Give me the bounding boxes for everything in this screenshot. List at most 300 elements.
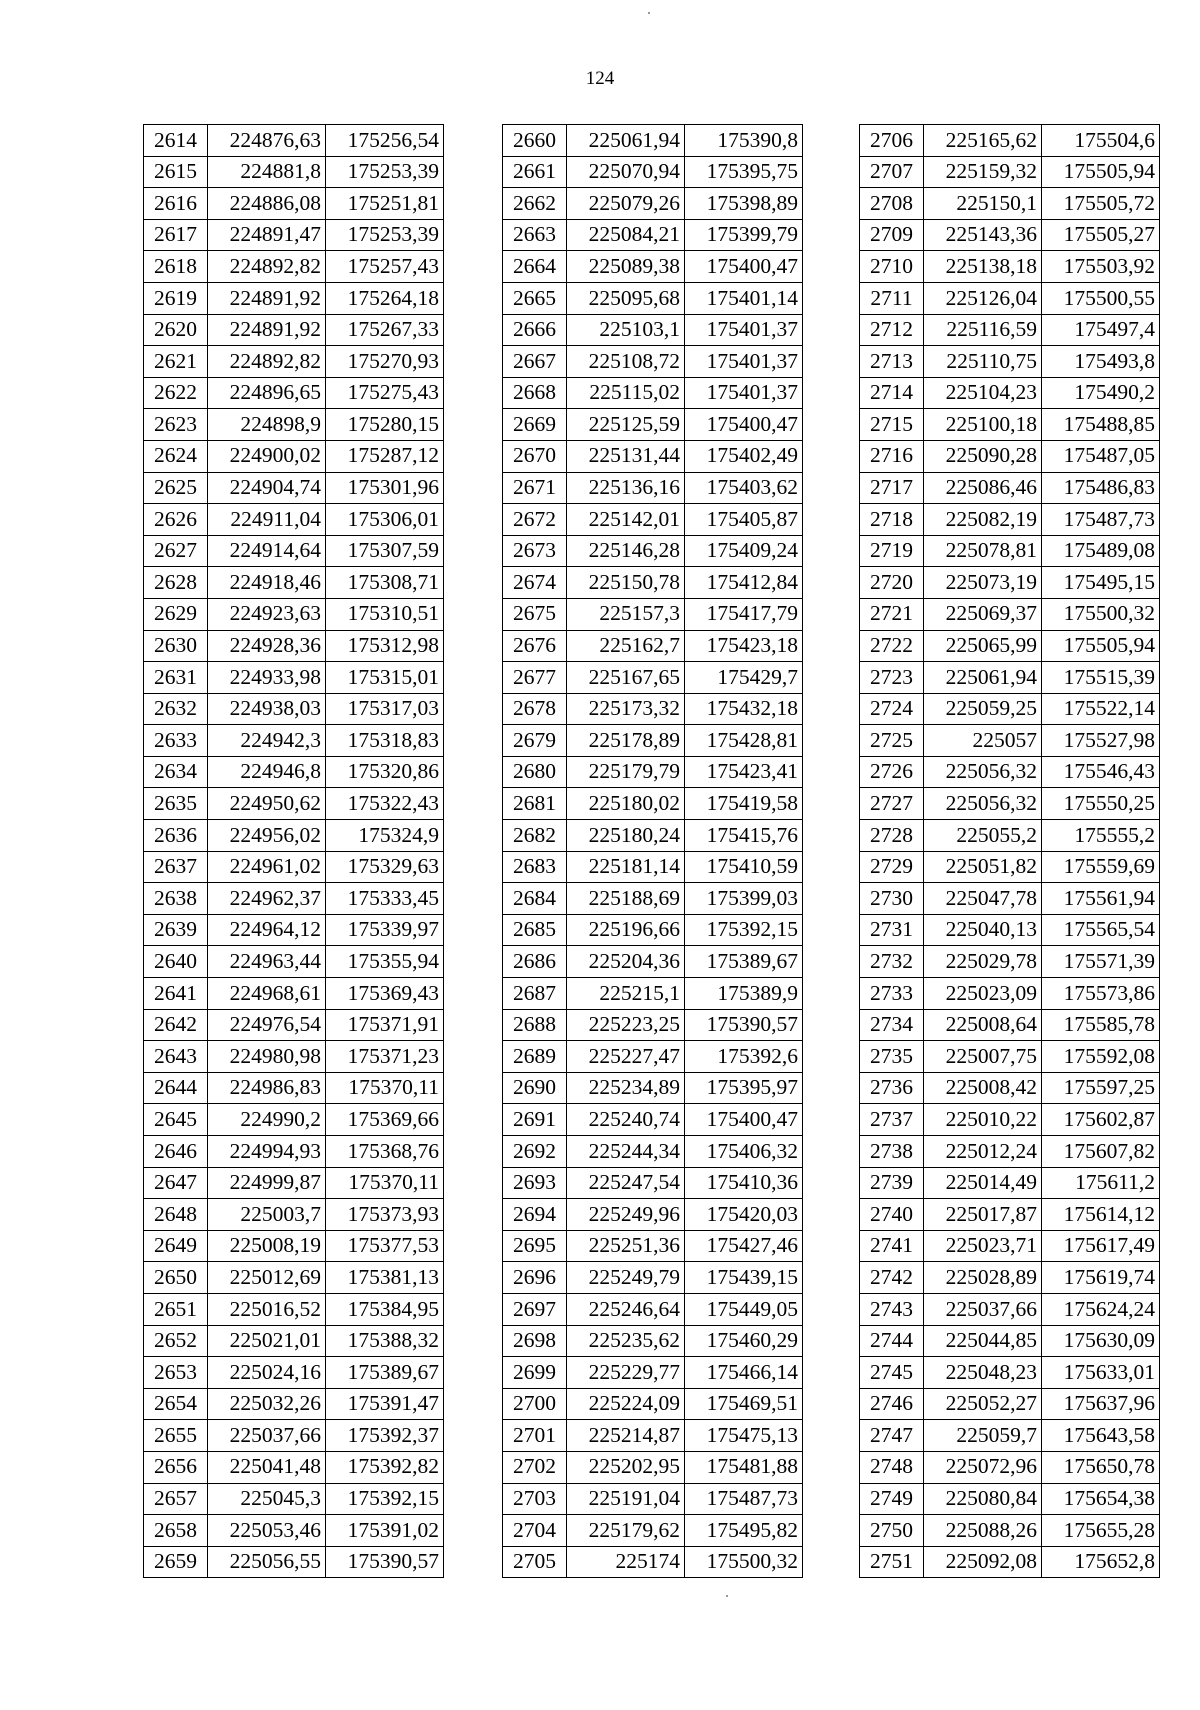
table-row <box>860 440 1160 472</box>
y-coordinate-cell: 175329,63 <box>326 851 444 883</box>
coordinate-table-1 <box>143 124 444 1578</box>
y-coordinate-cell: 175401,14 <box>685 282 803 314</box>
point-number-cell: 2681 <box>503 788 567 820</box>
x-coordinate-cell: 225056,55 <box>208 1546 326 1578</box>
point-number-cell: 2720 <box>860 567 924 599</box>
point-number-cell: 2706 <box>860 125 924 157</box>
y-coordinate-cell: 175490,2 <box>1042 377 1160 409</box>
x-coordinate-cell: 225095,68 <box>567 282 685 314</box>
point-number-cell: 2735 <box>860 1041 924 1073</box>
table-row <box>144 535 444 567</box>
point-number-cell: 2729 <box>860 851 924 883</box>
x-coordinate-cell: 225204,36 <box>567 946 685 978</box>
point-number-cell: 2694 <box>503 1199 567 1231</box>
table-row <box>860 1136 1160 1168</box>
x-coordinate-cell: 224968,61 <box>208 978 326 1010</box>
point-number-cell: 2651 <box>144 1293 208 1325</box>
table-row <box>503 1357 803 1389</box>
y-coordinate-cell: 175497,4 <box>1042 314 1160 346</box>
table-row <box>144 788 444 820</box>
table-row <box>503 851 803 883</box>
y-coordinate-cell: 175637,96 <box>1042 1388 1160 1420</box>
point-number-cell: 2749 <box>860 1483 924 1515</box>
point-number-cell: 2703 <box>503 1483 567 1515</box>
x-coordinate-cell: 224963,44 <box>208 946 326 978</box>
y-coordinate-cell: 175373,93 <box>326 1199 444 1231</box>
x-coordinate-cell: 225061,94 <box>567 125 685 157</box>
x-coordinate-cell: 224876,63 <box>208 125 326 157</box>
table-row <box>860 725 1160 757</box>
point-number-cell: 2664 <box>503 251 567 283</box>
y-coordinate-cell: 175420,03 <box>685 1199 803 1231</box>
x-coordinate-cell: 225150,78 <box>567 567 685 599</box>
point-number-cell: 2655 <box>144 1420 208 1452</box>
y-coordinate-cell: 175410,36 <box>685 1167 803 1199</box>
point-number-cell: 2718 <box>860 504 924 536</box>
point-number-cell: 2660 <box>503 125 567 157</box>
x-coordinate-cell: 225008,19 <box>208 1230 326 1262</box>
y-coordinate-cell: 175251,81 <box>326 188 444 220</box>
y-coordinate-cell: 175389,67 <box>685 946 803 978</box>
point-number-cell: 2739 <box>860 1167 924 1199</box>
table-row <box>144 1009 444 1041</box>
point-number-cell: 2697 <box>503 1293 567 1325</box>
table-row <box>503 598 803 630</box>
x-coordinate-cell: 225048,23 <box>924 1357 1042 1389</box>
y-coordinate-cell: 175597,25 <box>1042 1072 1160 1104</box>
y-coordinate-cell: 175571,39 <box>1042 946 1160 978</box>
point-number-cell: 2734 <box>860 1009 924 1041</box>
point-number-cell: 2691 <box>503 1104 567 1136</box>
table-row <box>860 1483 1160 1515</box>
x-coordinate-cell: 224918,46 <box>208 567 326 599</box>
table-row <box>503 567 803 599</box>
table-row <box>503 820 803 852</box>
x-coordinate-cell: 225010,22 <box>924 1104 1042 1136</box>
x-coordinate-cell: 225037,66 <box>924 1293 1042 1325</box>
table-row <box>503 125 803 157</box>
y-coordinate-cell: 175495,15 <box>1042 567 1160 599</box>
point-number-cell: 2704 <box>503 1515 567 1547</box>
table-row <box>144 314 444 346</box>
x-coordinate-cell: 225136,16 <box>567 472 685 504</box>
table-row <box>860 851 1160 883</box>
x-coordinate-cell: 225223,25 <box>567 1009 685 1041</box>
point-number-cell: 2737 <box>860 1104 924 1136</box>
point-number-cell: 2724 <box>860 693 924 725</box>
table-row <box>503 756 803 788</box>
table-row <box>860 1041 1160 1073</box>
point-number-cell: 2656 <box>144 1451 208 1483</box>
y-coordinate-cell: 175400,47 <box>685 409 803 441</box>
coordinate-table-2 <box>502 124 803 1578</box>
table-row <box>144 156 444 188</box>
x-coordinate-cell: 224914,64 <box>208 535 326 567</box>
table-row <box>144 251 444 283</box>
y-coordinate-cell: 175256,54 <box>326 125 444 157</box>
table-row <box>860 1167 1160 1199</box>
table-row <box>860 219 1160 251</box>
y-coordinate-cell: 175487,73 <box>1042 504 1160 536</box>
y-coordinate-cell: 175643,58 <box>1042 1420 1160 1452</box>
y-coordinate-cell: 175324,9 <box>326 820 444 852</box>
point-number-cell: 2730 <box>860 883 924 915</box>
point-number-cell: 2673 <box>503 535 567 567</box>
table-row <box>503 1167 803 1199</box>
scan-speck <box>648 12 650 14</box>
table-row <box>860 914 1160 946</box>
x-coordinate-cell: 224886,08 <box>208 188 326 220</box>
point-number-cell: 2722 <box>860 630 924 662</box>
table-row <box>860 662 1160 694</box>
y-coordinate-cell: 175487,73 <box>685 1483 803 1515</box>
y-coordinate-cell: 175402,49 <box>685 440 803 472</box>
table-row <box>144 472 444 504</box>
y-coordinate-cell: 175630,09 <box>1042 1325 1160 1357</box>
y-coordinate-cell: 175505,27 <box>1042 219 1160 251</box>
table-row <box>860 1104 1160 1136</box>
table-row <box>503 535 803 567</box>
point-number-cell: 2742 <box>860 1262 924 1294</box>
table-row <box>503 188 803 220</box>
y-coordinate-cell: 175391,02 <box>326 1515 444 1547</box>
y-coordinate-cell: 175617,49 <box>1042 1230 1160 1262</box>
x-coordinate-cell: 225104,23 <box>924 377 1042 409</box>
x-coordinate-cell: 224999,87 <box>208 1167 326 1199</box>
y-coordinate-cell: 175280,15 <box>326 409 444 441</box>
point-number-cell: 2640 <box>144 946 208 978</box>
x-coordinate-cell: 225021,01 <box>208 1325 326 1357</box>
point-number-cell: 2731 <box>860 914 924 946</box>
point-number-cell: 2748 <box>860 1451 924 1483</box>
point-number-cell: 2683 <box>503 851 567 883</box>
point-number-cell: 2631 <box>144 662 208 694</box>
point-number-cell: 2705 <box>503 1546 567 1578</box>
table-row <box>144 820 444 852</box>
x-coordinate-cell: 225191,04 <box>567 1483 685 1515</box>
table-row <box>503 914 803 946</box>
x-coordinate-cell: 225070,94 <box>567 156 685 188</box>
point-number-cell: 2667 <box>503 346 567 378</box>
x-coordinate-cell: 225143,36 <box>924 219 1042 251</box>
y-coordinate-cell: 175614,12 <box>1042 1199 1160 1231</box>
y-coordinate-cell: 175423,41 <box>685 756 803 788</box>
x-coordinate-cell: 225178,89 <box>567 725 685 757</box>
point-number-cell: 2634 <box>144 756 208 788</box>
y-coordinate-cell: 175401,37 <box>685 377 803 409</box>
table-row <box>860 630 1160 662</box>
scan-speck <box>726 1595 728 1597</box>
point-number-cell: 2685 <box>503 914 567 946</box>
x-coordinate-cell: 225057 <box>924 725 1042 757</box>
point-number-cell: 2679 <box>503 725 567 757</box>
y-coordinate-cell: 175602,87 <box>1042 1104 1160 1136</box>
y-coordinate-cell: 175500,32 <box>685 1546 803 1578</box>
table-row <box>503 1072 803 1104</box>
y-coordinate-cell: 175503,92 <box>1042 251 1160 283</box>
point-number-cell: 2658 <box>144 1515 208 1547</box>
table-row <box>144 1041 444 1073</box>
x-coordinate-cell: 224976,54 <box>208 1009 326 1041</box>
x-coordinate-cell: 225150,1 <box>924 188 1042 220</box>
point-number-cell: 2633 <box>144 725 208 757</box>
x-coordinate-cell: 225059,25 <box>924 693 1042 725</box>
x-coordinate-cell: 225065,99 <box>924 630 1042 662</box>
point-number-cell: 2652 <box>144 1325 208 1357</box>
x-coordinate-cell: 225165,62 <box>924 125 1042 157</box>
point-number-cell: 2646 <box>144 1136 208 1168</box>
x-coordinate-cell: 225061,94 <box>924 662 1042 694</box>
point-number-cell: 2715 <box>860 409 924 441</box>
point-number-cell: 2642 <box>144 1009 208 1041</box>
y-coordinate-cell: 175315,01 <box>326 662 444 694</box>
x-coordinate-cell: 224923,63 <box>208 598 326 630</box>
x-coordinate-cell: 224938,03 <box>208 693 326 725</box>
y-coordinate-cell: 175619,74 <box>1042 1262 1160 1294</box>
x-coordinate-cell: 225080,84 <box>924 1483 1042 1515</box>
y-coordinate-cell: 175388,32 <box>326 1325 444 1357</box>
x-coordinate-cell: 225131,44 <box>567 440 685 472</box>
y-coordinate-cell: 175475,13 <box>685 1420 803 1452</box>
x-coordinate-cell: 225179,79 <box>567 756 685 788</box>
table-row <box>860 693 1160 725</box>
point-number-cell: 2643 <box>144 1041 208 1073</box>
table-row <box>860 1420 1160 1452</box>
table-row <box>144 883 444 915</box>
x-coordinate-cell: 225103,1 <box>567 314 685 346</box>
y-coordinate-cell: 175654,38 <box>1042 1483 1160 1515</box>
x-coordinate-cell: 224881,8 <box>208 156 326 188</box>
y-coordinate-cell: 175565,54 <box>1042 914 1160 946</box>
table-row <box>144 1420 444 1452</box>
x-coordinate-cell: 225072,96 <box>924 1451 1042 1483</box>
x-coordinate-cell: 225249,96 <box>567 1199 685 1231</box>
x-coordinate-cell: 225012,24 <box>924 1136 1042 1168</box>
point-number-cell: 2622 <box>144 377 208 409</box>
point-number-cell: 2708 <box>860 188 924 220</box>
y-coordinate-cell: 175432,18 <box>685 693 803 725</box>
table-row <box>860 978 1160 1010</box>
point-number-cell: 2668 <box>503 377 567 409</box>
x-coordinate-cell: 225023,09 <box>924 978 1042 1010</box>
y-coordinate-cell: 175489,08 <box>1042 535 1160 567</box>
y-coordinate-cell: 175392,82 <box>326 1451 444 1483</box>
table-row <box>503 440 803 472</box>
x-coordinate-cell: 225037,66 <box>208 1420 326 1452</box>
x-coordinate-cell: 224891,92 <box>208 282 326 314</box>
y-coordinate-cell: 175399,03 <box>685 883 803 915</box>
point-number-cell: 2693 <box>503 1167 567 1199</box>
point-number-cell: 2628 <box>144 567 208 599</box>
table-row <box>503 282 803 314</box>
x-coordinate-cell: 224891,92 <box>208 314 326 346</box>
x-coordinate-cell: 225100,18 <box>924 409 1042 441</box>
table-row <box>503 314 803 346</box>
x-coordinate-cell: 225007,75 <box>924 1041 1042 1073</box>
table-row <box>503 219 803 251</box>
x-coordinate-cell: 225167,65 <box>567 662 685 694</box>
table-row <box>144 1199 444 1231</box>
point-number-cell: 2696 <box>503 1262 567 1294</box>
y-coordinate-cell: 175369,66 <box>326 1104 444 1136</box>
point-number-cell: 2728 <box>860 820 924 852</box>
x-coordinate-cell: 225059,7 <box>924 1420 1042 1452</box>
table-row <box>860 1230 1160 1262</box>
y-coordinate-cell: 175412,84 <box>685 567 803 599</box>
table-row <box>860 946 1160 978</box>
table-row <box>503 883 803 915</box>
table-row <box>503 1546 803 1578</box>
y-coordinate-cell: 175368,76 <box>326 1136 444 1168</box>
y-coordinate-cell: 175493,8 <box>1042 346 1160 378</box>
y-coordinate-cell: 175270,93 <box>326 346 444 378</box>
table-row <box>144 188 444 220</box>
table-row <box>144 1515 444 1547</box>
point-number-cell: 2712 <box>860 314 924 346</box>
point-number-cell: 2689 <box>503 1041 567 1073</box>
y-coordinate-cell: 175505,72 <box>1042 188 1160 220</box>
y-coordinate-cell: 175371,23 <box>326 1041 444 1073</box>
point-number-cell: 2746 <box>860 1388 924 1420</box>
x-coordinate-cell: 225173,32 <box>567 693 685 725</box>
point-number-cell: 2692 <box>503 1136 567 1168</box>
y-coordinate-cell: 175371,91 <box>326 1009 444 1041</box>
y-coordinate-cell: 175310,51 <box>326 598 444 630</box>
y-coordinate-cell: 175392,15 <box>326 1483 444 1515</box>
table-row <box>860 504 1160 536</box>
table-row <box>503 1230 803 1262</box>
table-row <box>503 693 803 725</box>
x-coordinate-cell: 224904,74 <box>208 472 326 504</box>
table-row <box>860 377 1160 409</box>
point-number-cell: 2644 <box>144 1072 208 1104</box>
x-coordinate-cell: 225045,3 <box>208 1483 326 1515</box>
table-row <box>860 1325 1160 1357</box>
y-coordinate-cell: 175390,8 <box>685 125 803 157</box>
table-row <box>860 251 1160 283</box>
table-row <box>503 377 803 409</box>
y-coordinate-cell: 175405,87 <box>685 504 803 536</box>
y-coordinate-cell: 175339,97 <box>326 914 444 946</box>
y-coordinate-cell: 175275,43 <box>326 377 444 409</box>
x-coordinate-cell: 225146,28 <box>567 535 685 567</box>
table-row <box>503 504 803 536</box>
point-number-cell: 2700 <box>503 1388 567 1420</box>
table-row <box>144 1072 444 1104</box>
x-coordinate-cell: 225157,3 <box>567 598 685 630</box>
point-number-cell: 2699 <box>503 1357 567 1389</box>
x-coordinate-cell: 225180,02 <box>567 788 685 820</box>
point-number-cell: 2745 <box>860 1357 924 1389</box>
x-coordinate-cell: 225040,13 <box>924 914 1042 946</box>
point-number-cell: 2721 <box>860 598 924 630</box>
point-number-cell: 2615 <box>144 156 208 188</box>
table-row <box>144 377 444 409</box>
y-coordinate-cell: 175487,05 <box>1042 440 1160 472</box>
y-coordinate-cell: 175391,47 <box>326 1388 444 1420</box>
table-row <box>860 1072 1160 1104</box>
point-number-cell: 2727 <box>860 788 924 820</box>
y-coordinate-cell: 175550,25 <box>1042 788 1160 820</box>
y-coordinate-cell: 175409,24 <box>685 535 803 567</box>
table-row <box>503 409 803 441</box>
coordinate-table-3 <box>859 124 1160 1578</box>
table-row <box>503 788 803 820</box>
table-row <box>503 662 803 694</box>
x-coordinate-cell: 224946,8 <box>208 756 326 788</box>
table-row <box>144 409 444 441</box>
y-coordinate-cell: 175546,43 <box>1042 756 1160 788</box>
point-number-cell: 2653 <box>144 1357 208 1389</box>
point-number-cell: 2641 <box>144 978 208 1010</box>
point-number-cell: 2713 <box>860 346 924 378</box>
x-coordinate-cell: 224898,9 <box>208 409 326 441</box>
x-coordinate-cell: 225041,48 <box>208 1451 326 1483</box>
y-coordinate-cell: 175559,69 <box>1042 851 1160 883</box>
x-coordinate-cell: 225053,46 <box>208 1515 326 1547</box>
y-coordinate-cell: 175460,29 <box>685 1325 803 1357</box>
y-coordinate-cell: 175406,32 <box>685 1136 803 1168</box>
y-coordinate-cell: 175423,18 <box>685 630 803 662</box>
x-coordinate-cell: 225246,64 <box>567 1293 685 1325</box>
table-row <box>860 314 1160 346</box>
y-coordinate-cell: 175466,14 <box>685 1357 803 1389</box>
y-coordinate-cell: 175264,18 <box>326 282 444 314</box>
table-row <box>144 662 444 694</box>
y-coordinate-cell: 175253,39 <box>326 219 444 251</box>
point-number-cell: 2632 <box>144 693 208 725</box>
x-coordinate-cell: 225251,36 <box>567 1230 685 1262</box>
y-coordinate-cell: 175611,2 <box>1042 1167 1160 1199</box>
x-coordinate-cell: 225008,64 <box>924 1009 1042 1041</box>
x-coordinate-cell: 224892,82 <box>208 251 326 283</box>
point-number-cell: 2698 <box>503 1325 567 1357</box>
y-coordinate-cell: 175561,94 <box>1042 883 1160 915</box>
table-row <box>503 946 803 978</box>
y-coordinate-cell: 175389,67 <box>326 1357 444 1389</box>
x-coordinate-cell: 225180,24 <box>567 820 685 852</box>
y-coordinate-cell: 175308,71 <box>326 567 444 599</box>
x-coordinate-cell: 224990,2 <box>208 1104 326 1136</box>
table-row <box>144 1451 444 1483</box>
y-coordinate-cell: 175399,79 <box>685 219 803 251</box>
table-row <box>860 535 1160 567</box>
y-coordinate-cell: 175429,7 <box>685 662 803 694</box>
point-number-cell: 2740 <box>860 1199 924 1231</box>
table-row <box>860 598 1160 630</box>
table-row <box>503 1104 803 1136</box>
table-row <box>860 282 1160 314</box>
table-row <box>503 630 803 662</box>
x-coordinate-cell: 225086,46 <box>924 472 1042 504</box>
table-row <box>144 1136 444 1168</box>
point-number-cell: 2659 <box>144 1546 208 1578</box>
x-coordinate-cell: 224961,02 <box>208 851 326 883</box>
table-row <box>860 883 1160 915</box>
point-number-cell: 2732 <box>860 946 924 978</box>
point-number-cell: 2719 <box>860 535 924 567</box>
point-number-cell: 2714 <box>860 377 924 409</box>
y-coordinate-cell: 175318,83 <box>326 725 444 757</box>
y-coordinate-cell: 175253,39 <box>326 156 444 188</box>
x-coordinate-cell: 225052,27 <box>924 1388 1042 1420</box>
point-number-cell: 2750 <box>860 1515 924 1547</box>
table-row <box>503 1325 803 1357</box>
point-number-cell: 2747 <box>860 1420 924 1452</box>
x-coordinate-cell: 225044,85 <box>924 1325 1042 1357</box>
point-number-cell: 2680 <box>503 756 567 788</box>
x-coordinate-cell: 225073,19 <box>924 567 1042 599</box>
